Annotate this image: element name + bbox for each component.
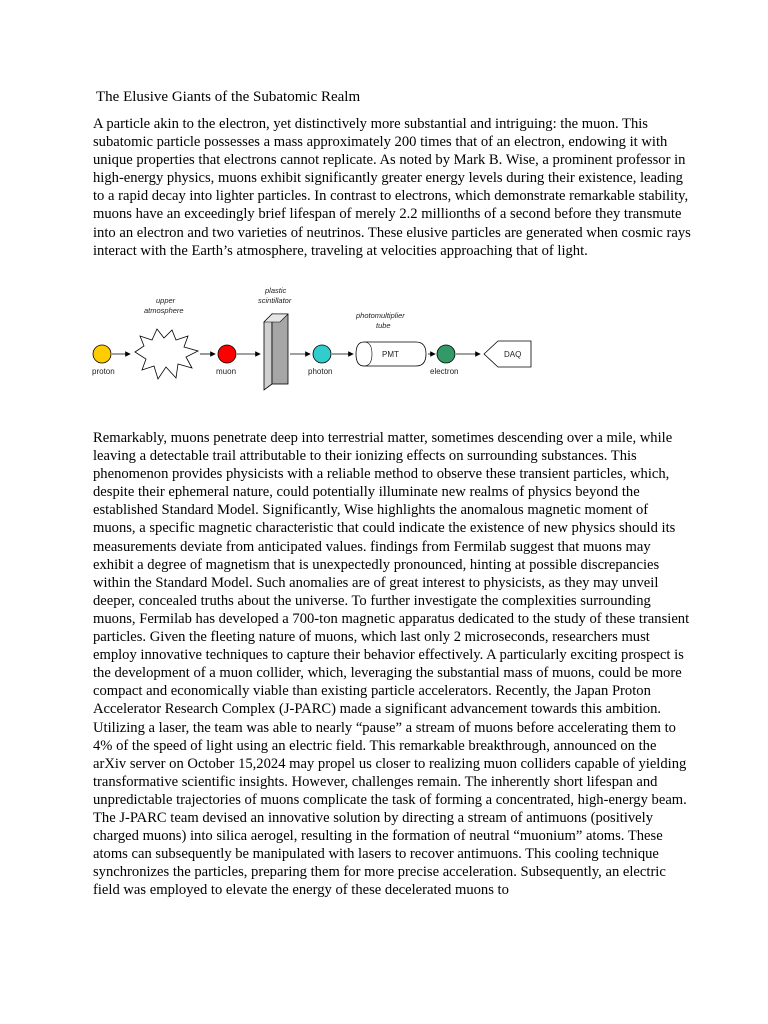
pmt-label: PMT [382, 350, 399, 359]
electron-circle [437, 345, 455, 363]
paragraph-intro: A particle akin to the electron, yet distinctively more substantial and intriguing: the muon. This subatomic particle possesses a mass approximately 200 times that of an electron, endowing it with unique properties that electrons cannot replicate. As noted by Mark B. Wise, a prominent professor in high-energy physics, muons exhibit significantly greater energy levels during their existence, leading to a rapid decay into lighter particles. In contrast to electrons, which demonstrate remarkable stability, muons have an exceedingly brief lifespan of merely 2.2 millionths of a second before they transmute into an electron and two varieties of neutrinos. These elusive particles are generated when cosmic rays interact with the Earth’s atmosphere, traveling at velocities approaching that of light. [93, 116, 691, 259]
photon-circle [313, 345, 331, 363]
pmt-tube-label-2: tube [376, 321, 391, 330]
pmt-tube-label-1: photomultiplier [356, 311, 405, 320]
paragraph-body: Remarkably, muons penetrate deep into terrestrial matter, sometimes descending over a mile, while leaving a detectable trail attributable to their ionizing effects on surrounding substances. This phenomenon provides physicists with a reliable method to observe these transient particles, which, despite their ephemeral nature, could potentially illuminate new realms of physics beyond the established Standard Model. Significantly, Wise highlights the anomalous magnetic moment of muons, a specific magnetic characteristic that could indicate the existence of new physics should its measurements deviate from anticipated values. findings from Fermilab suggest that muons may exhibit a degree of magnetism that is unexpectedly pronounced, hinting at possible discrepancies within the Standard Model. Such anomalies are of great interest to physicists, as they may unveil deeper, concealed truths about the universe. To further investigate the complexities surrounding muons, Fermilab has developed a 700-ton magnetic apparatus dedicated to the study of these transient particles. Given the fleeting nature of muons, which last only 2 microseconds, researchers must employ innovative techniques to capture their behavior effectively. A particularly exciting prospect is the development of a muon collider, which, leveraging the substantial mass of muons, could be more compact and economically viable than existing particle accelerators. Recently, the Japan Proton Accelerator Research Complex (J-PARC) made a significant advancement towards this ambition. Utilizing a laser, the team was able to nearly “pause” a stream of muons before accelerating them to 4% of the speed of light using an electric field. This remarkable breakthrough, announced on the arXiv server on October 15,2024 may propel us closer to realizing muon colliders capable of yielding transformative scientific insights. However, challenges remain. The inherently short lifespan and unpredictable trajectories of muons complicate the task of forming a concentrated, high-energy beam. The J-PARC team devised an innovative solution by directing a stream of antimuons (positively charged muons) into silica aerogel, resulting in the formation of neutral “muonium” atoms. These atoms can subsequently be manipulated with lasers to recover antimuons. This cooling technique synchronizes the particles, preparing them for more precise acceleration. Subsequently, an electric field was employed to elevate the energy of these decelerated muons to [93, 430, 690, 899]
upper-atmosphere-label-1: upper [156, 296, 176, 305]
proton-circle [93, 345, 111, 363]
upper-atmosphere-burst [135, 329, 198, 379]
document-title: The Elusive Giants of the Subatomic Realm [96, 89, 361, 105]
scintillator-side [264, 314, 272, 390]
electron-label: electron [430, 367, 459, 376]
proton-label: proton [92, 367, 115, 376]
scintillator-label-2: scintillator [258, 296, 292, 305]
daq-label: DAQ [504, 350, 522, 359]
muon-label: muon [216, 367, 237, 376]
scintillator-label-1: plastic [265, 286, 287, 295]
photon-label: photon [308, 367, 333, 376]
muon-circle [218, 345, 236, 363]
upper-atmosphere-label-2: atmosphere [144, 306, 184, 315]
diagram-svg [88, 284, 534, 392]
muon-detection-diagram [88, 284, 534, 392]
plastic-scintillator-slab [272, 314, 288, 384]
